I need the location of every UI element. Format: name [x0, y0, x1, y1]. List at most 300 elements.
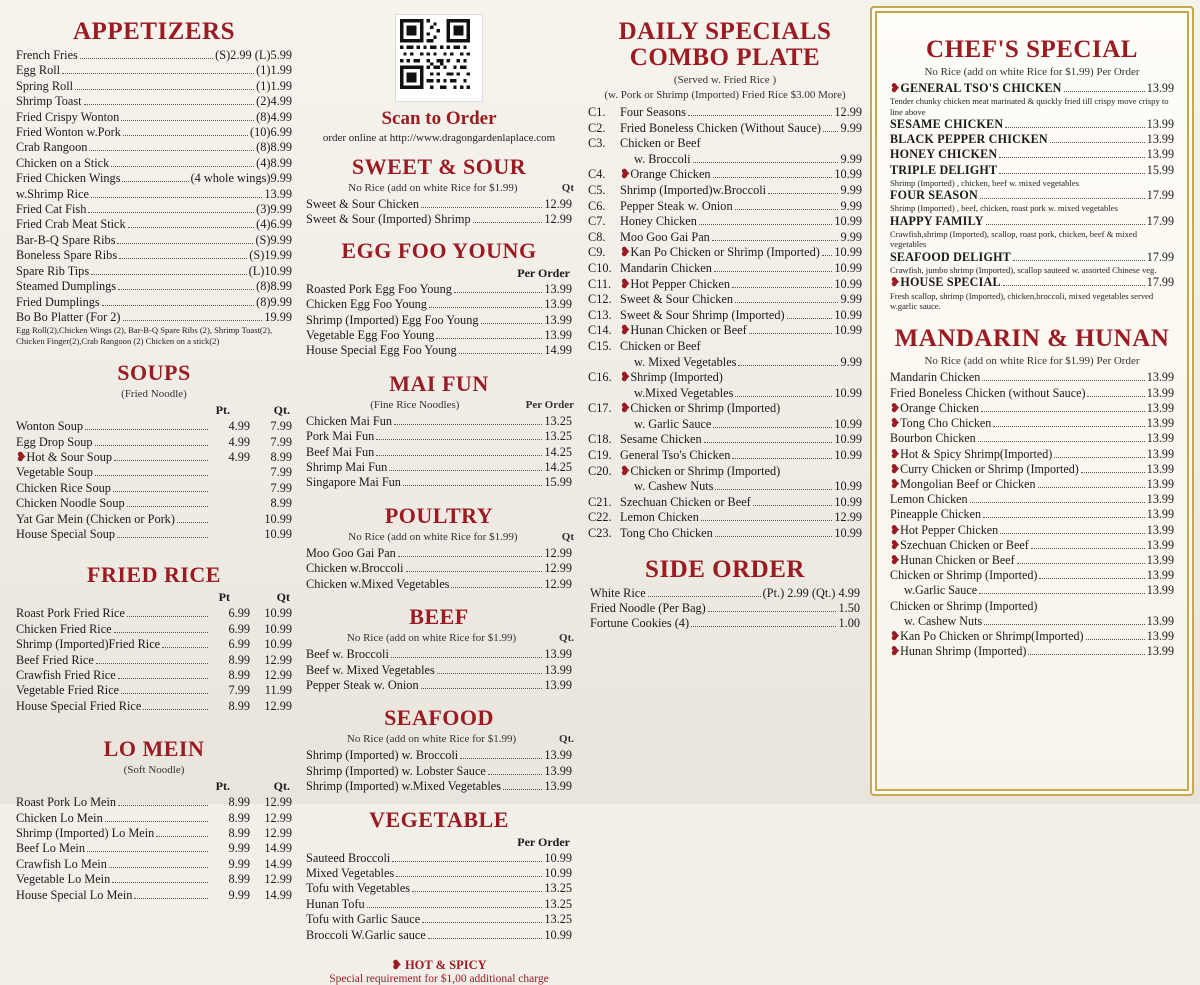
chef-special-item-price: 17.99	[1146, 275, 1174, 290]
menu-item[interactable]	[14, 795, 294, 810]
sweet-sour-note-text: No Rice (add on white Rice for $1.99)	[348, 182, 518, 194]
menu-item-price-qt: 7.99	[270, 465, 292, 480]
menu-item[interactable]	[14, 63, 294, 78]
menu-item[interactable]	[14, 79, 294, 94]
combo-item-number: C8.	[588, 229, 606, 244]
leader-dots	[143, 701, 208, 710]
menu-item[interactable]	[14, 857, 294, 872]
menu-item-price: 13.25	[544, 881, 572, 896]
combo-item-price: 10.99	[834, 167, 862, 182]
combo-item[interactable]	[588, 199, 862, 215]
chili-pepper-icon: ❥	[620, 245, 631, 260]
menu-item[interactable]	[304, 881, 574, 896]
daily-specials-heading: DAILY SPECIALS	[618, 18, 832, 45]
leader-dots	[75, 81, 254, 90]
chef-special-item[interactable]	[888, 275, 1176, 290]
mandarin-hunan-item-price: 13.99	[1146, 537, 1174, 552]
chef-special-item[interactable]	[888, 250, 1176, 265]
menu-item[interactable]	[14, 699, 294, 714]
leader-dots	[732, 450, 832, 459]
menu-item-price: (8)9.99	[256, 294, 292, 309]
menu-item[interactable]	[14, 202, 294, 217]
menu-item[interactable]	[14, 248, 294, 263]
chili-pepper-icon: ❥	[890, 275, 901, 290]
menu-item[interactable]	[14, 187, 294, 202]
combo-item-number: C1.	[588, 105, 606, 119]
lo-mein-column-headers	[14, 779, 294, 794]
leader-dots	[738, 357, 838, 366]
chef-special-item-price: 17.99	[1146, 188, 1174, 203]
menu-item-price: 1.50	[838, 601, 860, 616]
leader-dots	[62, 65, 254, 74]
menu-item-price: (Pt.) 2.99 (Qt.) 4.99	[762, 585, 860, 600]
menu-item[interactable]	[14, 94, 294, 109]
chef-special-item[interactable]	[888, 132, 1176, 147]
egg-foo-young-heading: EGG FOO YOUNG	[341, 237, 537, 263]
menu-item[interactable]	[304, 577, 574, 592]
beef-qt-header: Qt.	[559, 632, 574, 645]
leader-dots	[460, 750, 542, 759]
mandarin-hunan-item-price: 13.99	[1146, 461, 1174, 476]
menu-item-price-pt: 9.99	[228, 887, 250, 902]
combo-item-price: 10.99	[834, 432, 862, 447]
leader-dots	[1064, 83, 1145, 92]
leader-dots	[91, 266, 247, 275]
menu-item[interactable]	[14, 888, 294, 903]
mandarin-hunan-item-price: 13.99	[1146, 446, 1174, 461]
egg-foo-young-per-order: Per Order	[517, 265, 570, 280]
mandarin-hunan-item-name: Chicken or Shrimp (Imported)	[890, 568, 1038, 583]
combo-item[interactable]	[588, 526, 862, 542]
leader-dots	[984, 616, 1145, 625]
combo-item-sub-price: 10.99	[834, 479, 862, 494]
menu-item-name: Hunan Tofu	[306, 896, 365, 911]
mandarin-hunan-item[interactable]	[888, 523, 1176, 538]
chili-pepper-icon: ❥	[620, 276, 631, 291]
beef-heading: BEEF	[409, 604, 469, 630]
combo-item-sub-price: 10.99	[834, 416, 862, 431]
mandarin-hunan-item[interactable]	[888, 477, 1176, 492]
leader-dots	[394, 416, 542, 425]
mandarin-hunan-item-price: 13.99	[1146, 400, 1174, 415]
combo-item-name: ❥Shrimp (Imported)	[620, 370, 723, 385]
menu-item[interactable]	[588, 586, 862, 601]
menu-item[interactable]	[304, 546, 574, 561]
menu-item-name: Chicken Rice Soup	[16, 480, 111, 495]
combo-item[interactable]	[588, 370, 862, 386]
vegetable-heading: VEGETABLE	[369, 806, 509, 832]
menu-item[interactable]	[14, 841, 294, 856]
menu-item-name: Mixed Vegetables	[306, 865, 395, 880]
menu-item[interactable]	[304, 445, 574, 460]
menu-item-price: (2)4.99	[256, 94, 292, 109]
combo-item-sub-name: w. Garlic Sauce	[634, 416, 712, 431]
menu-item-price: 13.99	[544, 647, 572, 662]
menu-item[interactable]	[14, 125, 294, 140]
combo-item[interactable]	[588, 339, 862, 355]
chef-special-item[interactable]	[888, 117, 1176, 132]
mandarin-hunan-item[interactable]	[888, 629, 1176, 644]
hot-spicy-label: HOT & SPICY	[404, 957, 487, 972]
menu-item-name: Sweet & Sour (Imported) Shrimp	[306, 212, 471, 227]
menu-item-price-qt: 14.99	[264, 887, 292, 902]
menu-item[interactable]	[14, 653, 294, 668]
lo-mein-pt-header: Pt.	[215, 779, 230, 794]
mandarin-hunan-item-name: ❥Orange Chicken	[890, 400, 980, 415]
menu-item-price-qt: 14.99	[264, 856, 292, 871]
leader-dots	[999, 165, 1144, 174]
menu-item-price: (3)9.99	[256, 202, 292, 217]
poultry-qt-header: Qt	[561, 530, 574, 543]
leader-dots	[454, 284, 542, 293]
leader-dots	[1038, 479, 1145, 488]
menu-item-name: Tofu with Vegetables	[306, 881, 411, 896]
mai-fun-subtitle	[304, 399, 574, 411]
mandarin-hunan-item-name: Chicken or Shrimp (Imported)	[890, 598, 1038, 613]
combo-item-name: Lemon Chicken	[620, 510, 699, 525]
combo-item-sub-name: w. Mixed Vegetables	[634, 354, 737, 369]
mandarin-hunan-item[interactable]	[888, 538, 1176, 553]
menu-item-price-qt: 10.99	[264, 621, 292, 636]
mandarin-hunan-item-price: 13.99	[1146, 370, 1174, 385]
chef-special-item-price: 13.99	[1146, 81, 1174, 95]
combo-item[interactable]	[588, 464, 862, 480]
menu-item[interactable]	[14, 419, 294, 434]
mandarin-hunan-heading: MANDARIN & HUNAN	[894, 325, 1170, 353]
menu-item[interactable]	[304, 197, 574, 212]
poultry-note-text: No Rice (add on white Rice for $1.99)	[348, 530, 518, 543]
mandarin-hunan-item[interactable]	[888, 492, 1176, 507]
leader-dots	[787, 310, 833, 319]
leader-dots	[127, 498, 208, 507]
leader-dots	[735, 201, 839, 210]
menu-item-price-qt: 12.99	[264, 668, 292, 682]
mandarin-hunan-item[interactable]	[888, 386, 1176, 401]
vegetable-list	[304, 851, 574, 943]
menu-item-name: Chicken Noodle Soup	[16, 496, 125, 511]
leader-dots	[822, 247, 832, 256]
mandarin-hunan-item-price: 13.99	[1146, 613, 1174, 628]
chef-special-item-name: SEAFOOD DELIGHT	[890, 249, 1011, 264]
menu-item[interactable]	[14, 622, 294, 637]
menu-item[interactable]	[304, 313, 574, 328]
menu-item[interactable]	[14, 606, 294, 621]
leader-dots	[1087, 388, 1144, 397]
menu-item[interactable]	[304, 414, 574, 429]
mandarin-hunan-item[interactable]	[888, 370, 1176, 385]
lo-mein-qt-header: Qt.	[273, 779, 290, 794]
combo-item-price: 12.99	[834, 510, 862, 525]
leader-dots	[648, 588, 761, 597]
menu-item-name: Fried Cat Fish	[16, 202, 87, 217]
menu-item[interactable]	[304, 561, 574, 576]
menu-item-price: 14.25	[544, 444, 572, 459]
mandarin-hunan-item-name: ❥Hot & Spicy Shrimp(Imported)	[890, 446, 1053, 461]
menu-item[interactable]	[14, 637, 294, 652]
chili-pepper-icon: ❥	[16, 449, 27, 464]
mandarin-hunan-item[interactable]	[888, 447, 1176, 462]
mandarin-hunan-item-name: ❥Hot Pepper Chicken	[890, 522, 999, 537]
menu-item[interactable]	[304, 866, 574, 881]
qr-code-container[interactable]	[304, 14, 574, 102]
combo-item-number: C17.	[588, 401, 612, 416]
menu-item-price-qt: 12.99	[264, 795, 292, 810]
menu-item-price: 13.99	[544, 763, 572, 778]
menu-item-price-pt: 4.99	[228, 419, 250, 434]
menu-item-price-pt: 9.99	[228, 856, 250, 871]
combo-item-subline	[588, 479, 862, 495]
menu-item[interactable]	[304, 475, 574, 490]
mandarin-hunan-item[interactable]	[888, 599, 1176, 614]
menu-item-price: 15.99	[544, 475, 572, 490]
menu-item-name: House Special Egg Foo Young	[306, 343, 457, 358]
menu-item-price: (S)2.99 (L)5.99	[215, 48, 292, 62]
menu-item-price-pt: 6.99	[228, 621, 250, 636]
mandarin-hunan-item-price: 13.99	[1146, 507, 1174, 522]
leader-dots	[118, 670, 208, 679]
chef-special-item[interactable]	[888, 163, 1176, 178]
menu-item[interactable]	[304, 912, 574, 927]
chef-special-item-name: FOUR SEASON	[890, 188, 978, 203]
mandarin-hunan-item[interactable]	[888, 507, 1176, 522]
combo-item-number: C11.	[588, 276, 612, 291]
menu-item[interactable]	[14, 811, 294, 826]
menu-item[interactable]	[304, 779, 574, 794]
mandarin-hunan-item[interactable]	[888, 553, 1176, 568]
combo-item[interactable]	[588, 245, 862, 261]
menu-item-name: Egg Drop Soup	[16, 434, 93, 449]
combo-item[interactable]	[588, 495, 862, 511]
menu-item[interactable]	[304, 328, 574, 343]
menu-item[interactable]	[304, 663, 574, 678]
chili-pepper-icon: ❥	[620, 323, 631, 338]
mandarin-hunan-item[interactable]	[888, 416, 1176, 431]
qr-code-icon[interactable]	[395, 14, 483, 102]
mandarin-hunan-rice-note: No Rice (add on white Rice for $1.99) Per Order	[924, 355, 1140, 368]
leader-dots	[117, 529, 208, 538]
menu-item-name: Fortune Cookies (4)	[590, 616, 690, 631]
leader-dots	[84, 96, 255, 105]
soups-heading: SOUPS	[117, 360, 191, 386]
menu-item-price: 19.99	[264, 309, 292, 324]
menu-item-price: 13.25	[544, 912, 572, 927]
combo-item-price: 9.99	[840, 198, 862, 213]
menu-item[interactable]	[14, 310, 294, 325]
menu-item[interactable]	[304, 928, 574, 943]
combo-item-price: 10.99	[834, 323, 862, 338]
mandarin-hunan-item-name: w. Cashew Nuts	[904, 613, 983, 628]
menu-item-price: 14.99	[544, 343, 572, 358]
menu-item-price-pt: 8.99	[228, 795, 250, 810]
column-center-left	[300, 0, 580, 985]
leader-dots	[117, 235, 253, 244]
menu-item[interactable]	[14, 233, 294, 248]
menu-item[interactable]	[14, 872, 294, 887]
combo-item-name: Sweet & Sour Shrimp (Imported)	[620, 307, 785, 322]
leader-dots	[376, 431, 542, 440]
menu-item-name: Shrimp Mai Fun	[306, 460, 388, 475]
menu-item-price: 1.00	[838, 616, 860, 631]
mandarin-hunan-item[interactable]	[888, 644, 1176, 659]
chili-pepper-icon: ❥	[890, 537, 901, 552]
chef-special-item[interactable]	[888, 188, 1176, 203]
chili-pepper-icon: ❥	[890, 644, 901, 659]
menu-item[interactable]	[588, 616, 862, 631]
combo-item[interactable]	[588, 105, 862, 121]
menu-item[interactable]	[304, 647, 574, 662]
combo-item[interactable]	[588, 323, 862, 339]
menu-item[interactable]	[14, 279, 294, 294]
menu-item[interactable]	[304, 297, 574, 312]
menu-item[interactable]	[14, 171, 294, 186]
side-order-list	[588, 586, 862, 632]
menu-item[interactable]	[14, 683, 294, 698]
leader-dots	[111, 158, 254, 167]
combo-item-sub-price: 10.99	[834, 385, 862, 400]
combo-item-name: ❥Chicken or Shrimp (Imported)	[620, 401, 781, 416]
mandarin-hunan-item-name: Lemon Chicken	[890, 492, 968, 507]
leader-dots	[437, 665, 543, 674]
combo-item[interactable]	[588, 121, 862, 137]
leader-dots	[688, 107, 832, 116]
combo-item-name: Honey Chicken	[620, 214, 697, 229]
mandarin-hunan-item[interactable]	[888, 568, 1176, 583]
combo-item[interactable]	[588, 448, 862, 464]
combo-item-sub-name: w.Mixed Vegetables	[634, 385, 734, 400]
menu-item-price: (L)10.99	[248, 263, 292, 278]
menu-item[interactable]	[14, 527, 294, 542]
menu-item-price: 13.25	[544, 896, 572, 911]
combo-item[interactable]	[588, 401, 862, 417]
menu-item[interactable]	[304, 851, 574, 866]
mandarin-hunan-item[interactable]	[888, 401, 1176, 416]
menu-item[interactable]	[304, 897, 574, 912]
seafood-list	[304, 748, 574, 794]
chefs-special-rice-note: No Rice (add on white Rice for $1.99) Per Order	[924, 66, 1140, 78]
menu-item[interactable]	[14, 450, 294, 465]
combo-item-number: C4.	[588, 167, 606, 182]
menu-item[interactable]	[304, 748, 574, 763]
combo-item-name: Sesame Chicken	[620, 432, 702, 447]
menu-item-price: 13.99	[544, 297, 572, 312]
menu-item[interactable]	[304, 764, 574, 779]
combo-item[interactable]	[588, 277, 862, 293]
combo-item-price: 10.99	[834, 307, 862, 322]
combo-item-name: ❥Hunan Chicken or Beef	[620, 323, 747, 338]
combo-item-price: 10.99	[834, 526, 862, 541]
menu-item-name: Sauteed Broccoli	[306, 850, 391, 865]
menu-item[interactable]	[14, 110, 294, 125]
leader-dots	[403, 477, 542, 486]
mai-fun-heading: MAI FUN	[389, 370, 489, 396]
menu-item[interactable]	[14, 496, 294, 511]
mandarin-hunan-item-name: ❥Hunan Shrimp (Imported)	[890, 644, 1027, 659]
combo-item[interactable]	[588, 432, 862, 448]
mandarin-hunan-item[interactable]	[888, 462, 1176, 477]
mandarin-hunan-item-price: 13.99	[1146, 583, 1174, 598]
combo-upcharge-note: (w. Pork or Shrimp (Imported) Fried Rice $3.00 More)	[604, 89, 846, 101]
menu-item[interactable]	[14, 668, 294, 683]
menu-item[interactable]	[304, 212, 574, 227]
soups-pt-header: Pt.	[215, 403, 230, 418]
menu-item[interactable]	[14, 156, 294, 171]
combo-item[interactable]	[588, 230, 862, 246]
menu-item[interactable]	[304, 429, 574, 444]
combo-item[interactable]	[588, 167, 862, 183]
leader-dots	[118, 797, 208, 806]
menu-item[interactable]	[14, 140, 294, 155]
leader-dots	[712, 232, 839, 241]
chef-special-item-price: 13.99	[1146, 117, 1174, 132]
menu-item[interactable]	[304, 678, 574, 693]
menu-item[interactable]	[14, 48, 294, 63]
menu-item-price-pt: 8.99	[228, 668, 250, 682]
menu-item[interactable]	[14, 481, 294, 496]
mandarin-hunan-item-price: 13.99	[1146, 416, 1174, 431]
mandarin-hunan-item-price: 13.99	[1146, 552, 1174, 567]
chef-special-item[interactable]	[888, 81, 1176, 96]
appetizers-list	[14, 48, 294, 325]
menu-item[interactable]	[14, 264, 294, 279]
leader-dots	[412, 883, 542, 892]
menu-item-name: Shrimp (Imported) w. Lobster Sauce	[306, 763, 486, 778]
menu-item-price: (1)1.99	[256, 63, 292, 78]
order-online-url[interactable]: order online at http://www.dragongardenlaplace.com	[322, 132, 556, 144]
menu-item[interactable]	[588, 601, 862, 616]
leader-dots	[1005, 119, 1144, 128]
mandarin-hunan-item[interactable]	[888, 614, 1176, 629]
leader-dots	[119, 250, 247, 259]
menu-item-name: Fried Wonton w.Pork	[16, 125, 121, 140]
seafood-heading: SEAFOOD	[384, 705, 494, 731]
combo-item[interactable]	[588, 292, 862, 308]
combo-item-subline	[588, 152, 862, 168]
menu-item[interactable]	[304, 282, 574, 297]
combo-item[interactable]	[588, 214, 862, 230]
mandarin-hunan-item[interactable]	[888, 431, 1176, 446]
combo-item[interactable]	[588, 510, 862, 526]
menu-item-name: Spare Rib Tips	[16, 263, 90, 278]
menu-item[interactable]	[14, 295, 294, 310]
menu-item-name: Yat Gar Mein (Chicken or Pork)	[16, 511, 175, 526]
chef-special-item-name: BLACK PEPPER CHICKEN	[890, 132, 1048, 147]
chef-special-item[interactable]	[888, 214, 1176, 229]
combo-item-name: ❥Kan Po Chicken or Shrimp (Imported)	[620, 245, 820, 260]
menu-item[interactable]	[304, 343, 574, 358]
menu-item-price: (4)8.99	[256, 155, 292, 170]
menu-item[interactable]	[14, 217, 294, 232]
menu-item[interactable]	[304, 460, 574, 475]
combo-item[interactable]	[588, 183, 862, 199]
menu-item[interactable]	[14, 512, 294, 527]
combo-item-price: 10.99	[834, 260, 862, 275]
menu-item-name: House Special Lo Mein	[16, 887, 133, 902]
combo-item[interactable]	[588, 136, 862, 152]
menu-item[interactable]	[14, 826, 294, 841]
menu-item-price-pt: 6.99	[228, 606, 250, 621]
menu-item[interactable]	[14, 465, 294, 480]
chef-special-item[interactable]	[888, 147, 1176, 162]
combo-item-price: 10.99	[834, 245, 862, 260]
mandarin-hunan-item[interactable]	[888, 583, 1176, 598]
combo-item[interactable]	[588, 308, 862, 324]
menu-item-price-qt: 14.99	[264, 841, 292, 856]
combo-item[interactable]	[588, 261, 862, 277]
menu-item-price: 10.99	[544, 865, 572, 880]
menu-item-price: (10)6.99	[249, 125, 292, 140]
menu-item[interactable]	[14, 435, 294, 450]
menu-item-price-qt: 10.99	[264, 606, 292, 621]
